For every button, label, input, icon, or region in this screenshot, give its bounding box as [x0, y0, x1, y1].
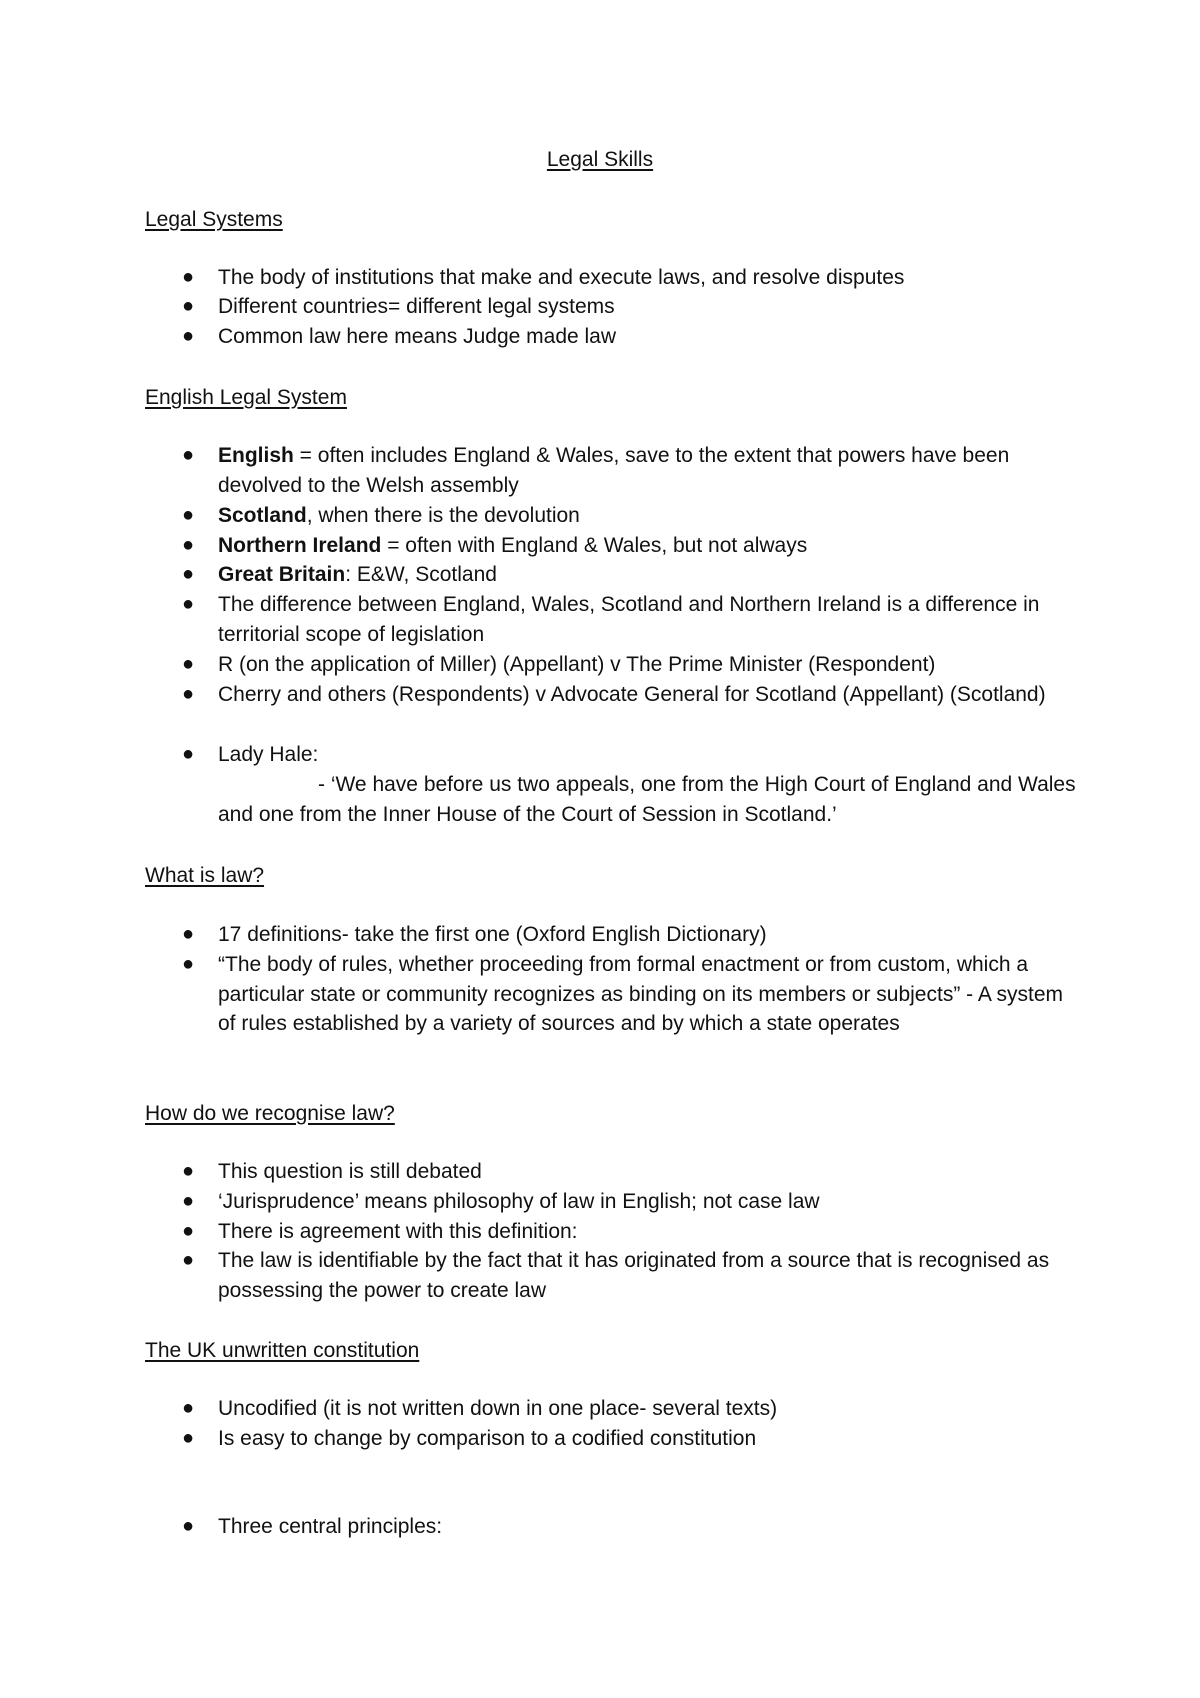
heading-uk-constitution: The UK unwritten constitution: [145, 1339, 420, 1362]
document-title: Legal Skills: [546, 148, 654, 171]
bullet-icon: ●: [182, 325, 195, 347]
bullet-icon: ●: [182, 295, 195, 317]
bullet-icon: ●: [182, 1515, 195, 1537]
bold-term: English: [218, 444, 294, 467]
bullet-icon: ●: [182, 743, 195, 765]
bullet-icon: ●: [182, 1190, 195, 1212]
list-item: Lady Hale:: [218, 743, 319, 766]
bullet-icon: ●: [182, 504, 195, 526]
list-item: Common law here means Judge made law: [218, 325, 617, 348]
heading-legal-systems: Legal Systems: [145, 208, 283, 231]
list-item: 17 definitions- take the first one (Oxford English Dictionary): [218, 923, 767, 946]
list-item: The law is identifiable by the fact that it has originated from a source that is recognised as possessing the power to create law: [218, 1249, 1050, 1302]
item-text: : E&W, Scotland: [345, 563, 497, 586]
item-text: = often includes England & Wales, save to the extent that powers have been devolved to the Welsh assembly: [218, 444, 1010, 497]
list-item: ‘Jurisprudence’ means philosophy of law in English; not case law: [218, 1190, 820, 1213]
bold-term: Northern Ireland: [218, 534, 382, 557]
list-item: “The body of rules, whether proceeding from formal enactment or from custom, which a particular state or community recognizes as binding on its members or subjects” - A system of rules established by a variety of sources and by which a state operates: [218, 953, 1064, 1035]
heading-recognise-law: How do we recognise law?: [145, 1102, 395, 1125]
list-item: R (on the application of Miller) (Appellant) v The Prime Minister (Respondent): [218, 653, 936, 676]
list-item: [218, 501, 1078, 531]
bullet-icon: ●: [182, 953, 195, 975]
bullet-icon: ●: [182, 593, 195, 615]
list-item: Uncodified (it is not written down in one place- several texts): [218, 1397, 778, 1420]
bullet-icon: ●: [182, 1427, 195, 1449]
list-item: Cherry and others (Respondents) v Advocate General for Scotland (Appellant) (Scotland): [218, 683, 1046, 706]
list-item: [218, 441, 1078, 500]
bold-term: Scotland: [218, 504, 307, 527]
list-item: Different countries= different legal systems: [218, 295, 615, 318]
list-item: Is easy to change by comparison to a codified constitution: [218, 1427, 757, 1450]
bullet-icon: ●: [182, 1220, 195, 1242]
quote-text: - ‘We have before us two appeals, one from the High Court of England and Wales and one from the Inner House of the Court of Session in Scotland.’: [218, 773, 1076, 826]
heading-what-is-law: What is law?: [145, 864, 265, 887]
bold-term: Great Britain: [218, 563, 346, 586]
bullet-icon: ●: [182, 923, 195, 945]
bullet-icon: ●: [182, 653, 195, 675]
list-item: The difference between England, Wales, Scotland and Northern Ireland is a difference in territorial scope of legislation: [218, 593, 1040, 646]
bullet-icon: ●: [182, 444, 195, 466]
item-text: , when there is the devolution: [306, 504, 580, 527]
list-item: [218, 531, 1078, 561]
list-item: Three central principles:: [218, 1515, 443, 1538]
bullet-icon: ●: [182, 1397, 195, 1419]
bullet-icon: ●: [182, 1249, 195, 1271]
list-item: [218, 560, 1078, 590]
bullet-icon: ●: [182, 266, 195, 288]
bullet-icon: ●: [182, 683, 195, 705]
bullet-icon: ●: [182, 563, 195, 585]
item-text: = often with England & Wales, but not always: [381, 534, 808, 557]
list-item: This question is still debated: [218, 1160, 482, 1183]
bullet-icon: ●: [182, 534, 195, 556]
list-item: There is agreement with this definition:: [218, 1220, 578, 1243]
heading-english-legal-system: English Legal System: [145, 386, 347, 409]
bullet-icon: ●: [182, 1160, 195, 1182]
list-item: The body of institutions that make and execute laws, and resolve disputes: [218, 266, 905, 289]
